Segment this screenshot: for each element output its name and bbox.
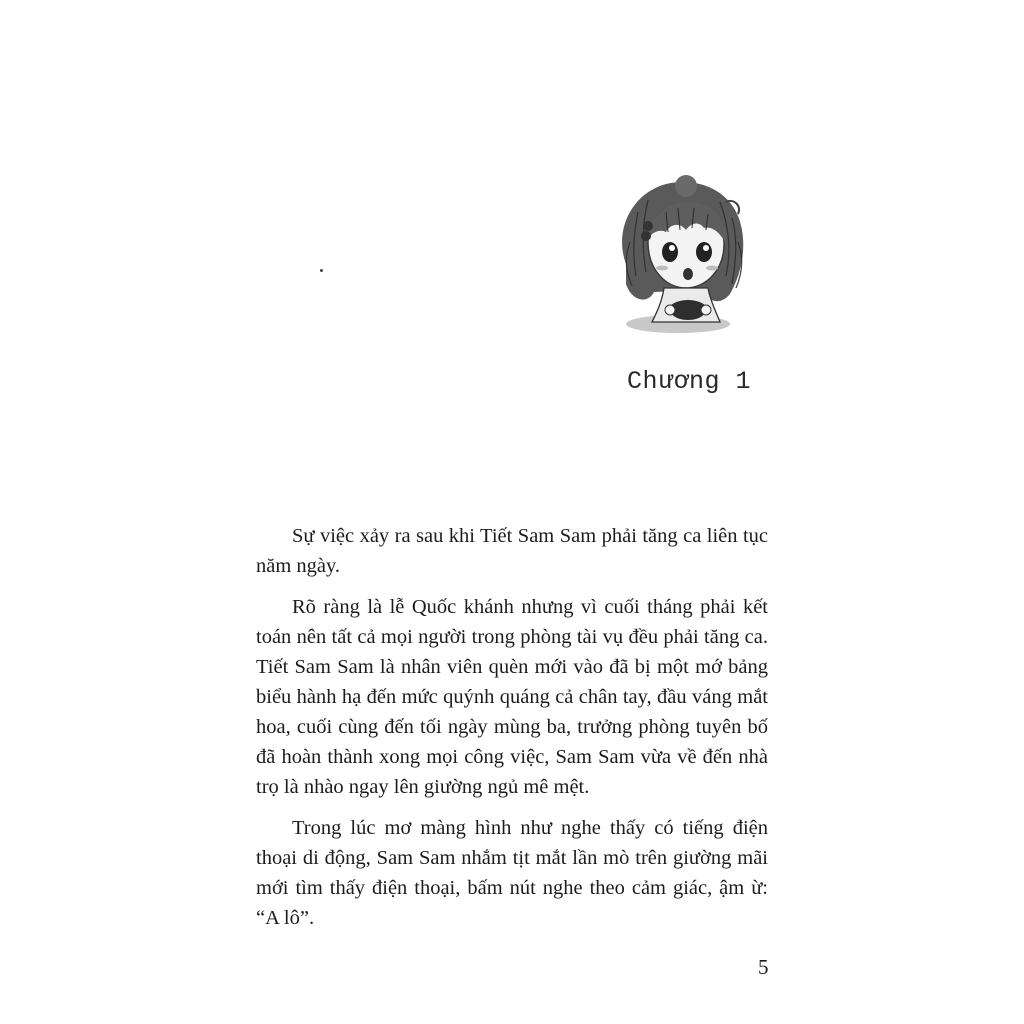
chibi-girl-icon [608,172,758,340]
chapter-body [256,521,768,944]
paragraph: Rõ ràng là lễ Quốc khánh nhưng vì cuối tháng phải kết toán nên tất cả mọi người trong phòng tài vụ đều phải tăng ca. Tiết Sam Sam là nhân viên quèn mới vào đã bị một mớ bảng biểu hành hạ đến mức quýnh quáng cả chân tay, đầu váng mắt hoa, cuối cùng đến tối ngày mùng ba, trưởng phòng tuyên bố đã hoàn thành xong mọi công việc, Sam Sam vừa về đến nhà trọ là nhào ngay lên giường ngủ mê mệt. [256,596,768,798]
paragraph: Trong lúc mơ màng hình như nghe thấy có tiếng điện thoại di động, Sam Sam nhắm tịt mắt lần mò trên giường mãi mới tìm thấy điện thoại, bấm nút nghe theo cảm giác, ậm ừ: “A lô”. [256,817,768,929]
paragraph: Sự việc xảy ra sau khi Tiết Sam Sam phải tăng ca liên tục năm ngày. [256,525,768,577]
ink-speck [320,269,323,272]
chapter-title: Chương 1 [627,367,752,396]
page-number: 5 [758,955,769,979]
